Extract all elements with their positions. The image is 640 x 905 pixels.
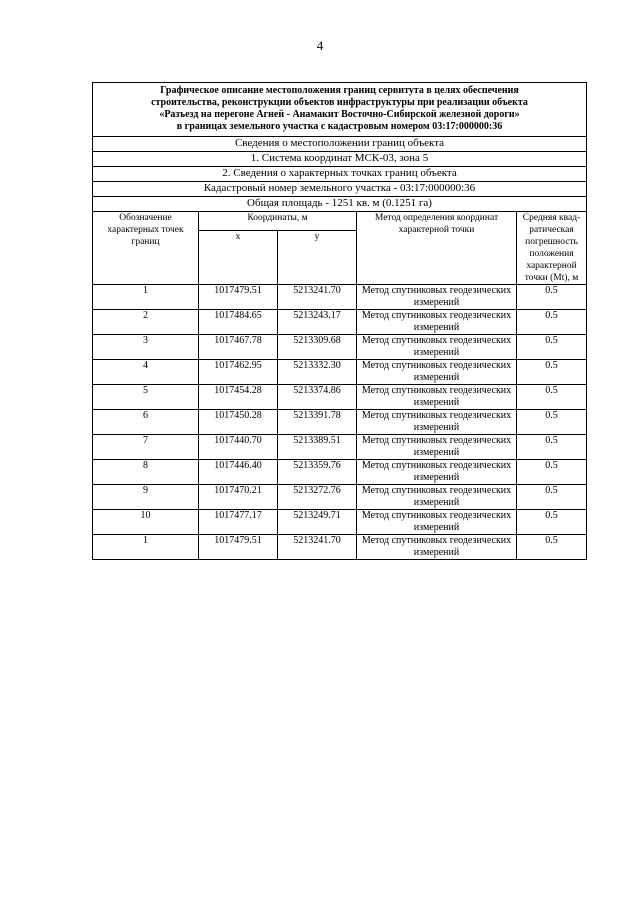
y-cell: 5213272.76 [278,485,357,510]
table-row [93,535,587,560]
point-cell: 10 [93,510,199,535]
title-row [93,83,587,137]
table-row [93,510,587,535]
y-cell: 5213359.76 [278,460,357,485]
x-cell: 1017440.70 [199,435,278,460]
document-title [93,83,587,137]
x-cell: 1017477.17 [199,510,278,535]
accuracy-cell: 0.5 [517,510,587,535]
method-cell: Метод спутниковых геодезических измерений [357,310,517,335]
accuracy-cell: 0.5 [517,460,587,485]
point-cell: 6 [93,410,199,435]
table-row [93,485,587,510]
table-row [93,385,587,410]
y-cell: 5213374.86 [278,385,357,410]
title-line-3: «Разъезд на перегоне Агней - Анамакит Восточно-Сибирской железной дороги» [159,109,520,120]
header-point: Обозначение характерных точек границ [93,212,199,285]
y-cell: 5213249.71 [278,510,357,535]
method-cell: Метод спутниковых геодезических измерений [357,335,517,360]
table-row [93,285,587,310]
cadastral-number: Кадастровый номер земельного участка - 03:17:000000:36 [93,182,587,197]
boundary-description-table [92,82,587,560]
point-cell: 4 [93,360,199,385]
y-cell: 5213241.70 [278,285,357,310]
x-cell: 1017446.40 [199,460,278,485]
section-points-heading: 2. Сведения о характерных точках границ объекта [93,167,587,182]
accuracy-cell: 0.5 [517,385,587,410]
method-cell: Метод спутниковых геодезических измерений [357,410,517,435]
y-cell: 5213241.70 [278,535,357,560]
y-cell: 5213309.68 [278,335,357,360]
title-line-1: Графическое описание местоположения границ сервитута в целях обеспечения [160,85,519,96]
point-cell: 8 [93,460,199,485]
table-row [93,360,587,385]
x-cell: 1017454.28 [199,385,278,410]
accuracy-cell: 0.5 [517,485,587,510]
section-location-row [93,137,587,152]
point-cell: 9 [93,485,199,510]
x-cell: 1017462.95 [199,360,278,385]
point-cell: 3 [93,335,199,360]
x-cell: 1017479.51 [199,535,278,560]
method-cell: Метод спутниковых геодезических измерений [357,485,517,510]
table-row [93,460,587,485]
header-x: x [199,231,278,285]
title-line-4: в границах земельного участка с кадастровым номером 03:17:000000:36 [176,121,503,132]
header-coords: Координаты, м [199,212,357,231]
page-number: 4 [316,38,324,53]
method-cell: Метод спутниковых геодезических измерений [357,435,517,460]
y-cell: 5213389.51 [278,435,357,460]
header-accuracy: Средняя квад-ратическая погрешность положения характерной точки (Mt), м [517,212,587,285]
accuracy-cell: 0.5 [517,335,587,360]
x-cell: 1017484.65 [199,310,278,335]
method-cell: Метод спутниковых геодезических измерений [357,285,517,310]
x-cell: 1017450.28 [199,410,278,435]
table-row [93,410,587,435]
method-cell: Метод спутниковых геодезических измерений [357,360,517,385]
header-method: Метод определения координат характерной точки [357,212,517,285]
point-cell: 1 [93,535,199,560]
accuracy-cell: 0.5 [517,285,587,310]
x-cell: 1017479.51 [199,285,278,310]
coordinate-system-row [93,152,587,167]
method-cell: Метод спутниковых геодезических измерений [357,510,517,535]
point-cell: 1 [93,285,199,310]
point-cell: 2 [93,310,199,335]
accuracy-cell: 0.5 [517,535,587,560]
accuracy-cell: 0.5 [517,360,587,385]
y-cell: 5213243.17 [278,310,357,335]
coordinate-system: 1. Система координат МСК-03, зона 5 [93,152,587,167]
total-area: Общая площадь - 1251 кв. м (0.1251 га) [93,197,587,212]
title-line-2: строительства, реконструкции объектов инфраструктуры при реализации объекта [151,97,528,108]
table-row [93,435,587,460]
accuracy-cell: 0.5 [517,435,587,460]
x-cell: 1017470.21 [199,485,278,510]
method-cell: Метод спутниковых геодезических измерений [357,535,517,560]
y-cell: 5213391.78 [278,410,357,435]
cadastral-row [93,182,587,197]
section-location-heading: Сведения о местоположении границ объекта [93,137,587,152]
point-cell: 7 [93,435,199,460]
header-row [93,212,587,231]
method-cell: Метод спутниковых геодезических измерений [357,460,517,485]
accuracy-cell: 0.5 [517,410,587,435]
point-cell: 5 [93,385,199,410]
method-cell: Метод спутниковых геодезических измерений [357,385,517,410]
section-points-row [93,167,587,182]
table-row [93,335,587,360]
y-cell: 5213332.30 [278,360,357,385]
x-cell: 1017467.78 [199,335,278,360]
area-row [93,197,587,212]
accuracy-cell: 0.5 [517,310,587,335]
header-y: y [278,231,357,285]
table-row [93,310,587,335]
